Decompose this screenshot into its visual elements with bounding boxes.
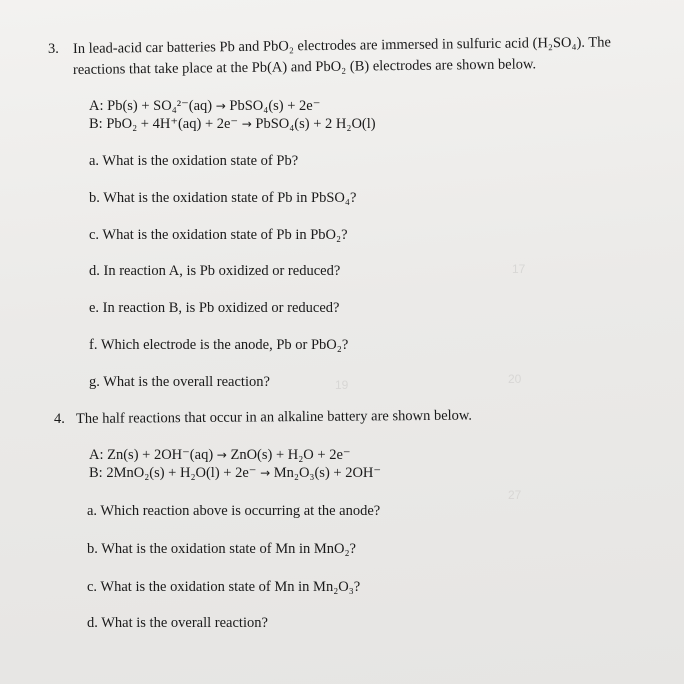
question-number: 4. bbox=[54, 411, 65, 427]
question-intro-line-1: In lead-acid car batteries Pb and PbO₂ electrodes are immersed in sulfuric acid (H₂SO₄). The bbox=[72, 34, 611, 57]
question-3e: e. In reaction B, is Pb oxidized or reduced? bbox=[89, 300, 340, 316]
question-4b: b. What is the oxidation state of Mn in MnO₂? bbox=[87, 541, 356, 557]
question-3d: d. In reaction A, is Pb oxidized or reduced? bbox=[89, 263, 341, 279]
question-4a: a. Which reaction above is occurring at the anode? bbox=[87, 503, 381, 519]
reaction-label: B: bbox=[89, 465, 103, 481]
reaction-b bbox=[89, 115, 376, 133]
faint-mark: 19 bbox=[335, 378, 349, 392]
reaction-a bbox=[89, 446, 351, 464]
reaction-rhs: ZnO(s) + H₂O + 2e⁻ bbox=[230, 447, 351, 463]
question-3b: b. What is the oxidation state of Pb in PbSO₄? bbox=[89, 190, 357, 206]
question-intro: The half reactions that occur in an alkaline battery are shown below. bbox=[75, 407, 473, 427]
reaction-b bbox=[89, 464, 381, 482]
question-4d: d. What is the overall reaction? bbox=[87, 615, 268, 631]
reaction-rhs: Mn₂O₃(s) + 2OH⁻ bbox=[273, 465, 382, 481]
question-3c: c. What is the oxidation state of Pb in PbO₂? bbox=[89, 227, 348, 243]
question-4c: c. What is the oxidation state of Mn in Mn₂O₃? bbox=[87, 579, 361, 595]
reaction-arrow: → bbox=[241, 117, 252, 131]
question-3f: f. Which electrode is the anode, Pb or PbO₂? bbox=[89, 337, 349, 353]
question-intro-line-2: reactions that take place at the Pb(A) and PbO₂ (B) electrodes are shown below. bbox=[72, 56, 537, 78]
reaction-rhs: PbSO₄(s) + 2e⁻ bbox=[229, 98, 321, 114]
question-3a: a. What is the oxidation state of Pb? bbox=[89, 153, 299, 169]
reaction-lhs: PbO₂ + 4H⁺(aq) + 2e⁻ bbox=[106, 116, 239, 132]
reaction-label: B: bbox=[89, 116, 103, 132]
reaction-arrow: → bbox=[215, 99, 226, 113]
reaction-label: A: bbox=[89, 447, 104, 463]
faint-mark: 27 bbox=[508, 488, 522, 502]
reaction-arrow: → bbox=[216, 448, 227, 462]
question-number: 3. bbox=[48, 41, 59, 57]
reaction-rhs: PbSO₄(s) + 2 H₂O(l) bbox=[255, 116, 376, 132]
reaction-arrow: → bbox=[260, 466, 271, 480]
reaction-label: A: bbox=[89, 98, 104, 114]
question-3g: g. What is the overall reaction? bbox=[89, 374, 270, 390]
reaction-lhs: Zn(s) + 2OH⁻(aq) bbox=[107, 447, 214, 463]
faint-mark: 20 bbox=[508, 372, 522, 386]
reaction-a bbox=[89, 97, 320, 115]
reaction-lhs: Pb(s) + SO₄²⁻(aq) bbox=[107, 98, 213, 114]
reaction-lhs: 2MnO₂(s) + H₂O(l) + 2e⁻ bbox=[106, 465, 257, 481]
faint-mark: 17 bbox=[512, 262, 526, 276]
